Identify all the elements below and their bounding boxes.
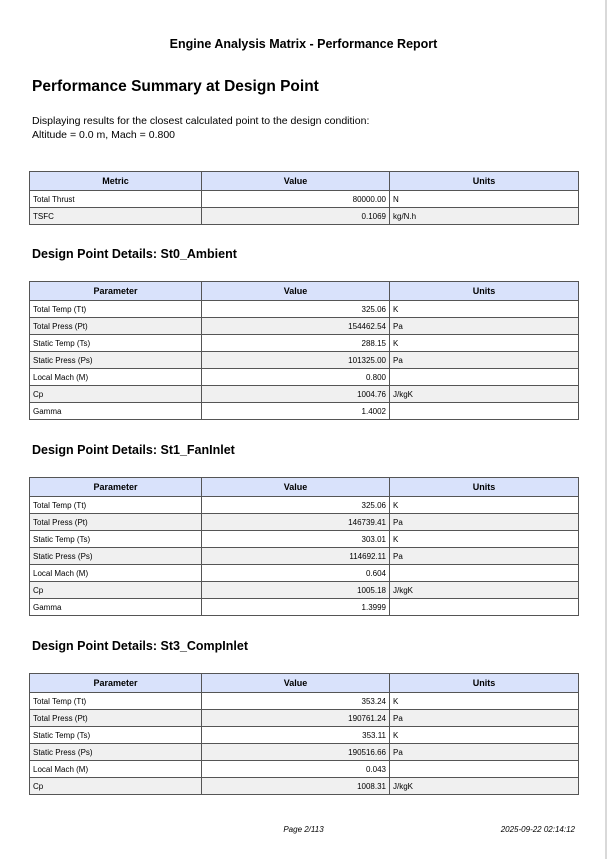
parameter-name: Static Temp (Ts) — [30, 531, 202, 548]
parameter-name: Static Press (Ps) — [30, 548, 202, 565]
report-title: Engine Analysis Matrix - Performance Report — [169, 37, 438, 51]
parameter-value: 0.800 — [202, 369, 390, 386]
parameter-name: Total Press (Pt) — [30, 318, 202, 335]
table-row — [30, 531, 579, 548]
column-header-value: Value — [202, 172, 390, 191]
parameter-name: Local Mach (M) — [30, 761, 202, 778]
table-row — [30, 369, 579, 386]
parameter-unit: Pa — [390, 710, 579, 727]
station-title-st3: Design Point Details: St3_CompInlet — [32, 639, 249, 653]
parameter-value: 325.06 — [202, 497, 390, 514]
table-row — [30, 352, 579, 369]
parameter-name: Static Temp (Ts) — [30, 727, 202, 744]
parameter-unit — [390, 761, 579, 778]
table-row — [30, 335, 579, 352]
parameter-unit: Pa — [390, 318, 579, 335]
summary-intro — [32, 114, 369, 142]
table-row — [30, 403, 579, 420]
parameter-value: 1.4002 — [202, 403, 390, 420]
table-row — [30, 599, 579, 616]
parameter-unit — [390, 403, 579, 420]
table-row — [30, 191, 579, 208]
station-table-st1 — [29, 477, 579, 616]
summary-table — [29, 171, 579, 225]
station-title-st0: Design Point Details: St0_Ambient — [32, 247, 237, 261]
table-row — [30, 761, 579, 778]
parameter-value: 353.24 — [202, 693, 390, 710]
metric-value: 80000.00 — [202, 191, 390, 208]
table-row — [30, 582, 579, 599]
table-row — [30, 744, 579, 761]
parameter-unit: Pa — [390, 744, 579, 761]
parameter-unit — [390, 565, 579, 582]
parameter-value: 353.11 — [202, 727, 390, 744]
parameter-value: 1008.31 — [202, 778, 390, 795]
parameter-unit: K — [390, 497, 579, 514]
parameter-name: Local Mach (M) — [30, 565, 202, 582]
parameter-unit: Pa — [390, 514, 579, 531]
table-row — [30, 727, 579, 744]
table-row — [30, 514, 579, 531]
parameter-unit: J/kgK — [390, 582, 579, 599]
intro-line-1: Displaying results for the closest calculated point to the design condition: — [32, 115, 370, 127]
table-row — [30, 565, 579, 582]
table-row — [30, 318, 579, 335]
parameter-name: Cp — [30, 778, 202, 795]
parameter-value: 1005.18 — [202, 582, 390, 599]
metric-unit: N — [390, 191, 579, 208]
table-row — [30, 548, 579, 565]
parameter-unit: J/kgK — [390, 386, 579, 403]
parameter-value: 190516.66 — [202, 744, 390, 761]
parameter-name: Cp — [30, 386, 202, 403]
parameter-value: 101325.00 — [202, 352, 390, 369]
page-number: Page 2/113 — [283, 825, 324, 834]
parameter-value: 0.043 — [202, 761, 390, 778]
parameter-value: 146739.41 — [202, 514, 390, 531]
parameter-value: 1.3999 — [202, 599, 390, 616]
parameter-value: 303.01 — [202, 531, 390, 548]
metric-value: 0.1069 — [202, 208, 390, 225]
parameter-name: Total Temp (Tt) — [30, 301, 202, 318]
table-row — [30, 693, 579, 710]
column-header-units: Units — [390, 674, 579, 693]
column-header-units: Units — [390, 478, 579, 497]
parameter-name: Cp — [30, 582, 202, 599]
column-header-units: Units — [390, 282, 579, 301]
parameter-unit — [390, 599, 579, 616]
parameter-value: 190761.24 — [202, 710, 390, 727]
metric-name: TSFC — [30, 208, 202, 225]
metric-name: Total Thrust — [30, 191, 202, 208]
parameter-name: Static Press (Ps) — [30, 352, 202, 369]
parameter-name: Gamma — [30, 403, 202, 420]
parameter-unit: Pa — [390, 352, 579, 369]
column-header-metric: Metric — [30, 172, 202, 191]
parameter-value: 154462.54 — [202, 318, 390, 335]
parameter-name: Total Press (Pt) — [30, 710, 202, 727]
report-timestamp: 2025-09-22 02:14:12 — [500, 825, 575, 834]
summary-title: Performance Summary at Design Point — [32, 78, 319, 95]
parameter-value: 288.15 — [202, 335, 390, 352]
column-header-value: Value — [202, 478, 390, 497]
parameter-unit: J/kgK — [390, 778, 579, 795]
column-header-value: Value — [202, 282, 390, 301]
parameter-unit: K — [390, 531, 579, 548]
parameter-name: Total Temp (Tt) — [30, 497, 202, 514]
intro-line-2: Altitude = 0.0 m, Mach = 0.800 — [32, 129, 176, 141]
parameter-name: Total Press (Pt) — [30, 514, 202, 531]
parameter-value: 1004.76 — [202, 386, 390, 403]
column-header-parameter: Parameter — [30, 282, 202, 301]
parameter-unit: K — [390, 693, 579, 710]
station-table-st3 — [29, 673, 579, 795]
metric-unit: kg/N.h — [390, 208, 579, 225]
parameter-name: Static Temp (Ts) — [30, 335, 202, 352]
parameter-unit: K — [390, 301, 579, 318]
column-header-parameter: Parameter — [30, 674, 202, 693]
table-row — [30, 301, 579, 318]
parameter-name: Gamma — [30, 599, 202, 616]
table-row — [30, 497, 579, 514]
parameter-name: Local Mach (M) — [30, 369, 202, 386]
table-row — [30, 710, 579, 727]
parameter-unit: K — [390, 335, 579, 352]
parameter-name: Total Temp (Tt) — [30, 693, 202, 710]
station-title-st1: Design Point Details: St1_FanInlet — [32, 443, 235, 457]
parameter-name: Static Press (Ps) — [30, 744, 202, 761]
parameter-value: 114692.11 — [202, 548, 390, 565]
parameter-unit: Pa — [390, 548, 579, 565]
parameter-value: 0.604 — [202, 565, 390, 582]
column-header-units: Units — [390, 172, 579, 191]
table-row — [30, 386, 579, 403]
parameter-value: 325.06 — [202, 301, 390, 318]
column-header-parameter: Parameter — [30, 478, 202, 497]
parameter-unit: K — [390, 727, 579, 744]
table-row — [30, 208, 579, 225]
column-header-value: Value — [202, 674, 390, 693]
table-row — [30, 778, 579, 795]
station-table-st0 — [29, 281, 579, 420]
parameter-unit — [390, 369, 579, 386]
